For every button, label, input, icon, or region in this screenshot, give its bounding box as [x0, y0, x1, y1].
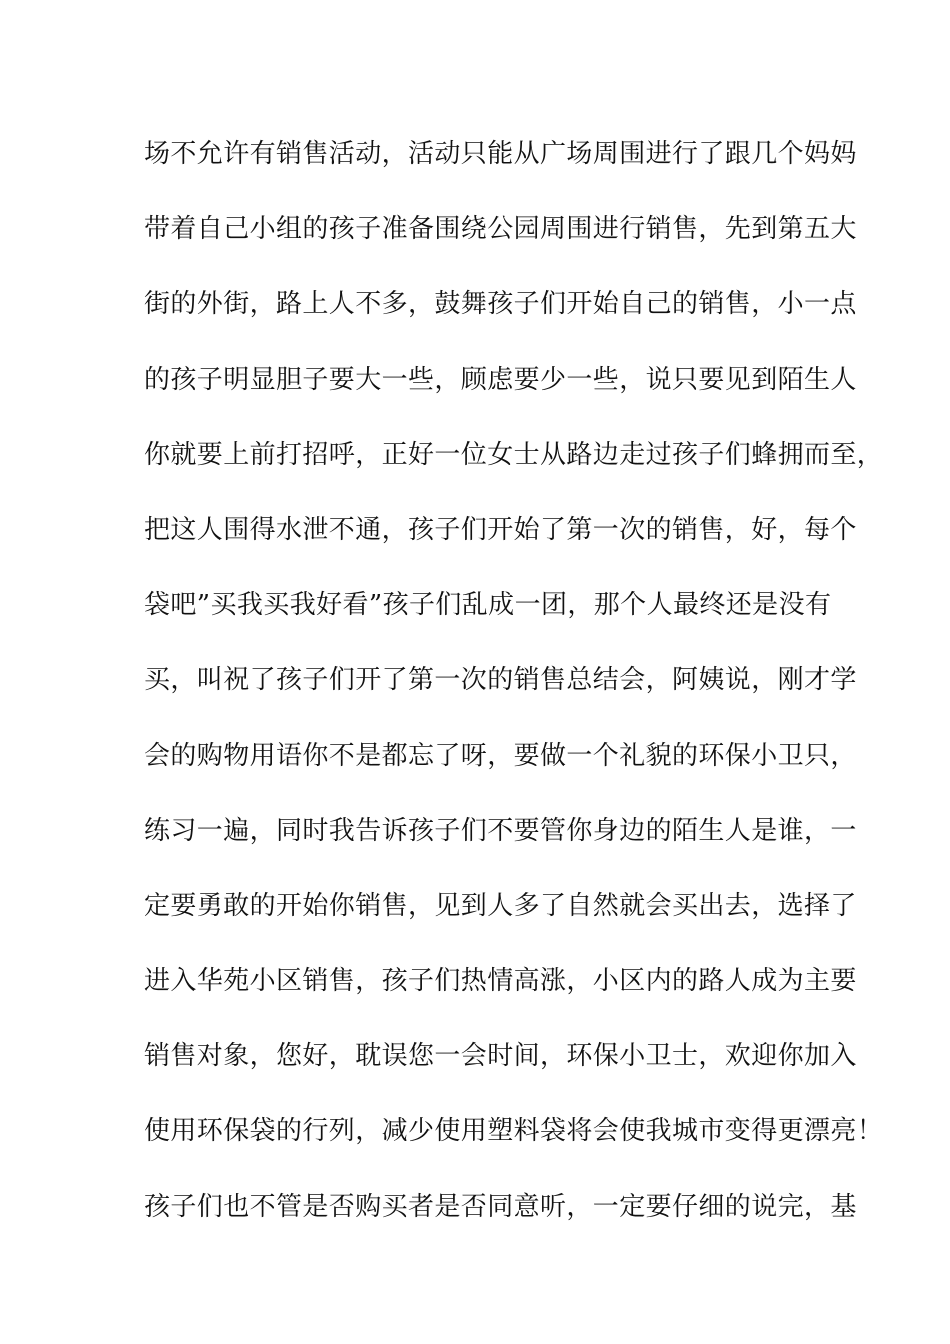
text-line-11: 定要勇敢的开始你销售，见到人多了自然就会买出去，选择了 [144, 890, 857, 921]
text-line-12: 进入华苑小区销售，孩子们热情高涨，小区内的路人成为主要 [144, 966, 857, 997]
text-line-14: 使用环保袋的行列，减少使用塑料袋将会使我城市变得更漂亮！ [144, 1116, 884, 1147]
text-line-9: 会的购物用语你不是都忘了呀，要做一个礼貌的环保小卫只， [144, 740, 857, 771]
text-line-10: 练习一遍，同时我告诉孩子们不要管你身边的陌生人是谁，一 [144, 815, 857, 846]
text-line-6: 把这人围得水泄不通，孩子们开始了第一次的销售，好，每个 [144, 514, 857, 545]
body-text [144, 132, 884, 1260]
text-line-2: 带着自己小组的孩子准备围绕公园周围进行销售，先到第五大 [144, 214, 857, 245]
text-line-13: 销售对象，您好，耽误您一会时间，环保小卫士，欢迎你加入 [144, 1041, 857, 1072]
text-line-1: 场不允许有销售活动，活动只能从广场周围进行了跟几个妈妈 [144, 139, 857, 169]
text-line-15: 孩子们也不管是否购买者是否同意听，一定要仔细的说完，基 [144, 1191, 857, 1222]
text-line-3: 街的外街，路上人不多，鼓舞孩子们开始自己的销售，小一点 [144, 289, 857, 320]
text-line-4: 的孩子明显胆子要大一些，顾虑要少一些，说只要见到陌生人 [144, 364, 857, 395]
text-line-5: 你就要上前打招呼，正好一位女士从路边走过孩子们蜂拥而至， [144, 439, 884, 470]
text-line-7: 袋吧”买我买我好看”孩子们乱成一团，那个人最终还是没有 [144, 590, 832, 621]
text-line-8: 买，叫祝了孩子们开了第一次的销售总结会，阿姨说，刚才学 [144, 665, 857, 696]
